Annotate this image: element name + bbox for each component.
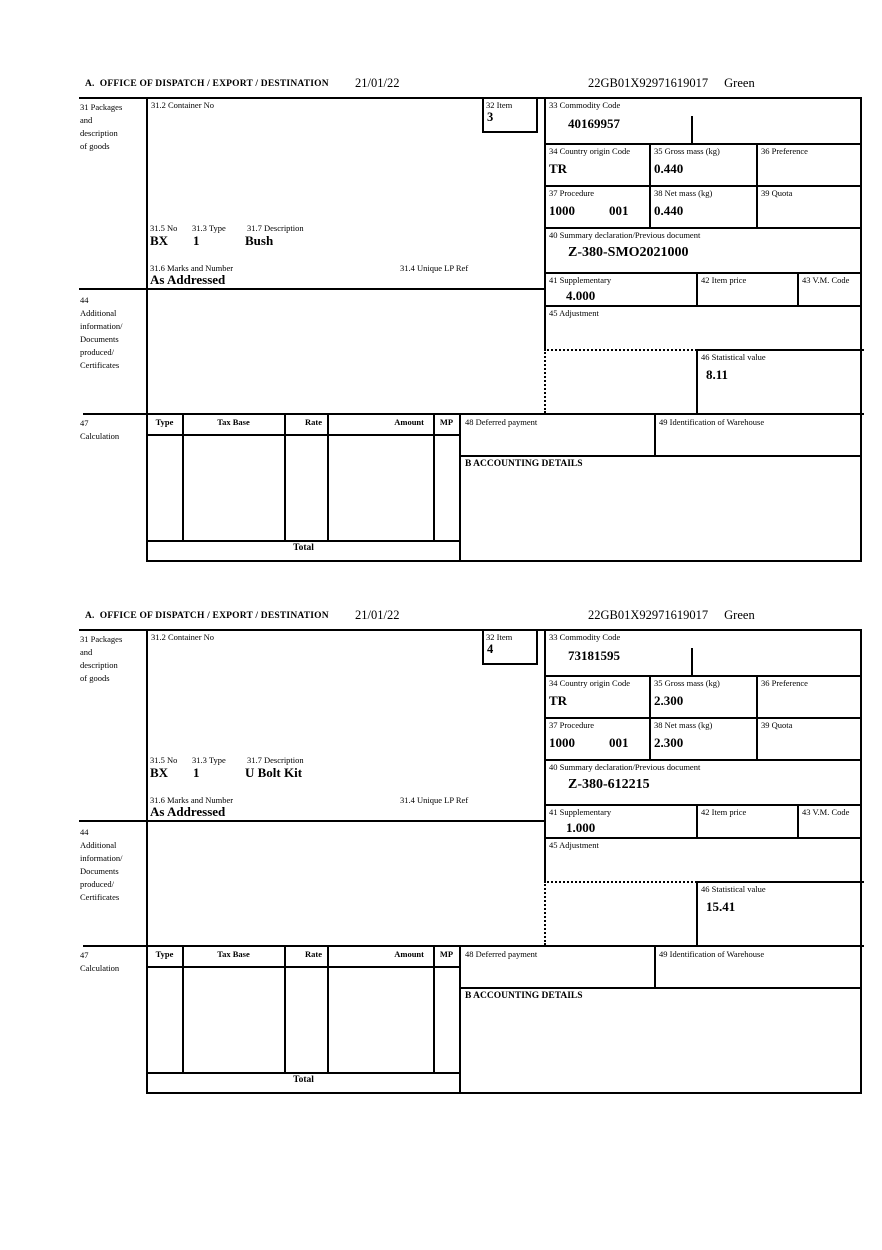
calc-col-type-header: Type	[155, 949, 174, 959]
box35-gross-mass-label: 35 Gross mass (kg)	[654, 146, 720, 156]
border-line	[182, 413, 184, 540]
box32-item-number: 3	[487, 110, 494, 124]
declaration-item-section	[0, 608, 882, 1098]
border-line	[284, 945, 286, 1072]
goods-description-value: Bush	[245, 233, 274, 248]
box31-2-container-label: 31.2 Container No	[151, 632, 215, 642]
box40-summary-declaration-label: 40 Summary declaration/Previous document	[549, 230, 701, 240]
box37-procedure-label: 37 Procedure	[549, 720, 595, 730]
border-line	[327, 945, 329, 1072]
calc-total-label: Total	[293, 543, 314, 553]
border-line	[461, 987, 862, 989]
package-count-value: 1	[193, 765, 200, 780]
box38-net-mass-label: 38 Net mass (kg)	[654, 188, 713, 198]
procedure-additional-code-value: 001	[609, 735, 629, 750]
box46-statistical-value-label: 46 Statistical value	[701, 884, 766, 894]
border-line	[433, 413, 435, 540]
calc-col-type-header: Type	[155, 417, 174, 427]
box44-additional-info-label: 44 Additional information/ Documents produced/ Certificates	[80, 827, 123, 902]
border-line	[696, 272, 698, 305]
previous-document-value: Z-380-SMO2021000	[568, 245, 689, 260]
box45-adjustment-label: 45 Adjustment	[549, 840, 599, 850]
dotted-line	[544, 349, 546, 413]
box31-7-description-label: 31.7 Description	[247, 223, 304, 233]
box40-summary-declaration-label: 40 Summary declaration/Previous document	[549, 762, 701, 772]
commodity-code-value: 40169957	[568, 116, 620, 131]
country-origin-value: TR	[549, 693, 568, 708]
marks-and-number-value: As Addressed	[150, 272, 226, 287]
border-line	[146, 434, 461, 436]
box31-5-no-label: 31.5 No	[150, 223, 178, 233]
calc-col-amount-header: Amount	[394, 417, 424, 427]
box45-adjustment-label: 45 Adjustment	[549, 308, 599, 318]
box34-country-origin-label: 34 Country origin Code	[549, 678, 630, 688]
box41-supplementary-label: 41 Supplementary	[549, 275, 612, 285]
box35-gross-mass-label: 35 Gross mass (kg)	[654, 678, 720, 688]
border-line	[544, 227, 861, 229]
dotted-line	[544, 881, 546, 945]
routing-status: Green	[724, 608, 755, 622]
border-line	[756, 143, 758, 227]
declaration-reference	[588, 76, 755, 91]
commodity-code-value: 73181595	[568, 648, 620, 663]
calc-col-mp-header: MP	[439, 949, 454, 959]
border-line	[79, 820, 545, 822]
border-line	[756, 675, 758, 759]
procedure-code-value: 1000	[549, 735, 575, 750]
box31-6-marks-label: 31.6 Marks and Number	[150, 263, 234, 273]
border-line	[544, 143, 861, 145]
statistical-value: 15.41	[706, 899, 736, 914]
box39-quota-label: 39 Quota	[761, 720, 793, 730]
dotted-line	[544, 349, 697, 351]
declaration-reference	[588, 608, 755, 623]
calc-col-rate-header: Rate	[305, 417, 322, 427]
border-line	[544, 97, 546, 349]
box36-preference-label: 36 Preference	[761, 678, 808, 688]
border-line	[649, 143, 651, 227]
previous-document-value: Z-380-612215	[568, 777, 650, 792]
border-line	[146, 1092, 862, 1094]
box31-7-description-label: 31.7 Description	[247, 755, 304, 765]
routing-status: Green	[724, 76, 755, 90]
box47-calculation-label: 47 Calculation	[80, 950, 120, 973]
border-line	[544, 629, 546, 881]
country-origin-value: TR	[549, 161, 568, 176]
border-line	[146, 629, 148, 1092]
dotted-line	[544, 881, 697, 883]
accounting-details-label: B ACCOUNTING DETAILS	[465, 459, 583, 469]
box43-vm-code-label: 43 V.M. Code	[802, 275, 850, 285]
procedure-code-value: 1000	[549, 203, 575, 218]
office-of-dispatch-label: A. OFFICE OF DISPATCH / EXPORT / DESTINATION	[85, 611, 329, 621]
box36-preference-label: 36 Preference	[761, 146, 808, 156]
declaration-item-section	[0, 76, 882, 566]
package-kind-value: BX	[150, 765, 169, 780]
border-line	[654, 413, 656, 455]
statistical-value: 8.11	[706, 367, 729, 382]
border-line	[79, 288, 545, 290]
box31-4-unique-lp-ref-label: 31.4 Unique LP Ref	[400, 263, 469, 273]
declaration-date: 21/01/22	[355, 76, 400, 90]
border-line	[544, 804, 861, 806]
box31-packages-label: 31 Packages and description of goods	[80, 102, 123, 151]
border-line	[461, 455, 862, 457]
border-line	[544, 717, 861, 719]
procedure-additional-code-value: 001	[609, 203, 629, 218]
net-mass-value: 2.300	[654, 735, 684, 750]
box33-commodity-code-label: 33 Commodity Code	[549, 632, 621, 642]
border-line	[146, 966, 461, 968]
border-line	[284, 413, 286, 540]
commodity-code-divider-line	[691, 116, 693, 143]
box31-6-marks-label: 31.6 Marks and Number	[150, 795, 234, 805]
border-line	[544, 185, 861, 187]
box31-packages-label: 31 Packages and description of goods	[80, 634, 123, 683]
border-line	[146, 1072, 461, 1074]
border-line	[654, 945, 656, 987]
calc-col-taxbase-header: Tax Base	[217, 949, 250, 959]
border-line	[696, 804, 698, 837]
box32-item-label: 32 Item	[486, 632, 513, 642]
supplementary-units-value: 4.000	[566, 288, 596, 303]
calc-col-amount-header: Amount	[394, 949, 424, 959]
box43-vm-code-label: 43 V.M. Code	[802, 807, 850, 817]
box49-warehouse-label: 49 Identification of Warehouse	[659, 949, 765, 959]
movement-reference-number: 22GB01X92971619017	[588, 76, 709, 90]
box34-country-origin-label: 34 Country origin Code	[549, 146, 630, 156]
package-count-value: 1	[193, 233, 200, 248]
box46-statistical-value-label: 46 Statistical value	[701, 352, 766, 362]
border-line	[459, 945, 461, 1092]
box48-deferred-payment-label: 48 Deferred payment	[465, 417, 538, 427]
border-line	[544, 675, 861, 677]
box42-item-price-label: 42 Item price	[701, 275, 747, 285]
box31-2-container-label: 31.2 Container No	[151, 100, 215, 110]
border-line	[544, 305, 861, 307]
calc-col-rate-header: Rate	[305, 949, 322, 959]
border-line	[79, 97, 862, 99]
box42-item-price-label: 42 Item price	[701, 807, 747, 817]
calc-col-mp-header: MP	[439, 417, 454, 427]
box31-4-unique-lp-ref-label: 31.4 Unique LP Ref	[400, 795, 469, 805]
accounting-details-label: B ACCOUNTING DETAILS	[465, 991, 583, 1001]
border-line	[544, 272, 861, 274]
box33-commodity-code-label: 33 Commodity Code	[549, 100, 621, 110]
box44-additional-info-label: 44 Additional information/ Documents produced/ Certificates	[80, 295, 123, 370]
package-kind-value: BX	[150, 233, 169, 248]
box49-warehouse-label: 49 Identification of Warehouse	[659, 417, 765, 427]
box31-3-type-label: 31.3 Type	[192, 755, 226, 765]
border-line	[182, 945, 184, 1072]
border-line	[544, 759, 861, 761]
box48-deferred-payment-label: 48 Deferred payment	[465, 949, 538, 959]
net-mass-value: 0.440	[654, 203, 684, 218]
border-line	[797, 804, 799, 837]
box31-5-no-label: 31.5 No	[150, 755, 178, 765]
calc-total-label: Total	[293, 1075, 314, 1085]
gross-mass-value: 0.440	[654, 161, 684, 176]
gross-mass-value: 2.300	[654, 693, 684, 708]
border-line	[146, 540, 461, 542]
box41-supplementary-label: 41 Supplementary	[549, 807, 612, 817]
box31-3-type-label: 31.3 Type	[192, 223, 226, 233]
box32-item-label: 32 Item	[486, 100, 513, 110]
goods-description-value: U Bolt Kit	[245, 765, 303, 780]
box37-procedure-label: 37 Procedure	[549, 188, 595, 198]
border-line	[459, 413, 461, 560]
border-line	[146, 97, 148, 560]
movement-reference-number: 22GB01X92971619017	[588, 608, 709, 622]
office-of-dispatch-label: A. OFFICE OF DISPATCH / EXPORT / DESTINATION	[85, 79, 329, 89]
border-line	[433, 945, 435, 1072]
commodity-code-divider-line	[691, 648, 693, 675]
declaration-date: 21/01/22	[355, 608, 400, 622]
box38-net-mass-label: 38 Net mass (kg)	[654, 720, 713, 730]
box39-quota-label: 39 Quota	[761, 188, 793, 198]
border-line	[544, 837, 861, 839]
supplementary-units-value: 1.000	[566, 820, 596, 835]
border-line	[860, 629, 862, 1092]
border-line	[649, 675, 651, 759]
border-line	[797, 272, 799, 305]
marks-and-number-value: As Addressed	[150, 804, 226, 819]
border-line	[860, 97, 862, 560]
border-line	[327, 413, 329, 540]
box47-calculation-label: 47 Calculation	[80, 418, 120, 441]
border-line	[79, 629, 862, 631]
border-line	[146, 560, 862, 562]
box32-item-number: 4	[487, 642, 494, 656]
calc-col-taxbase-header: Tax Base	[217, 417, 250, 427]
